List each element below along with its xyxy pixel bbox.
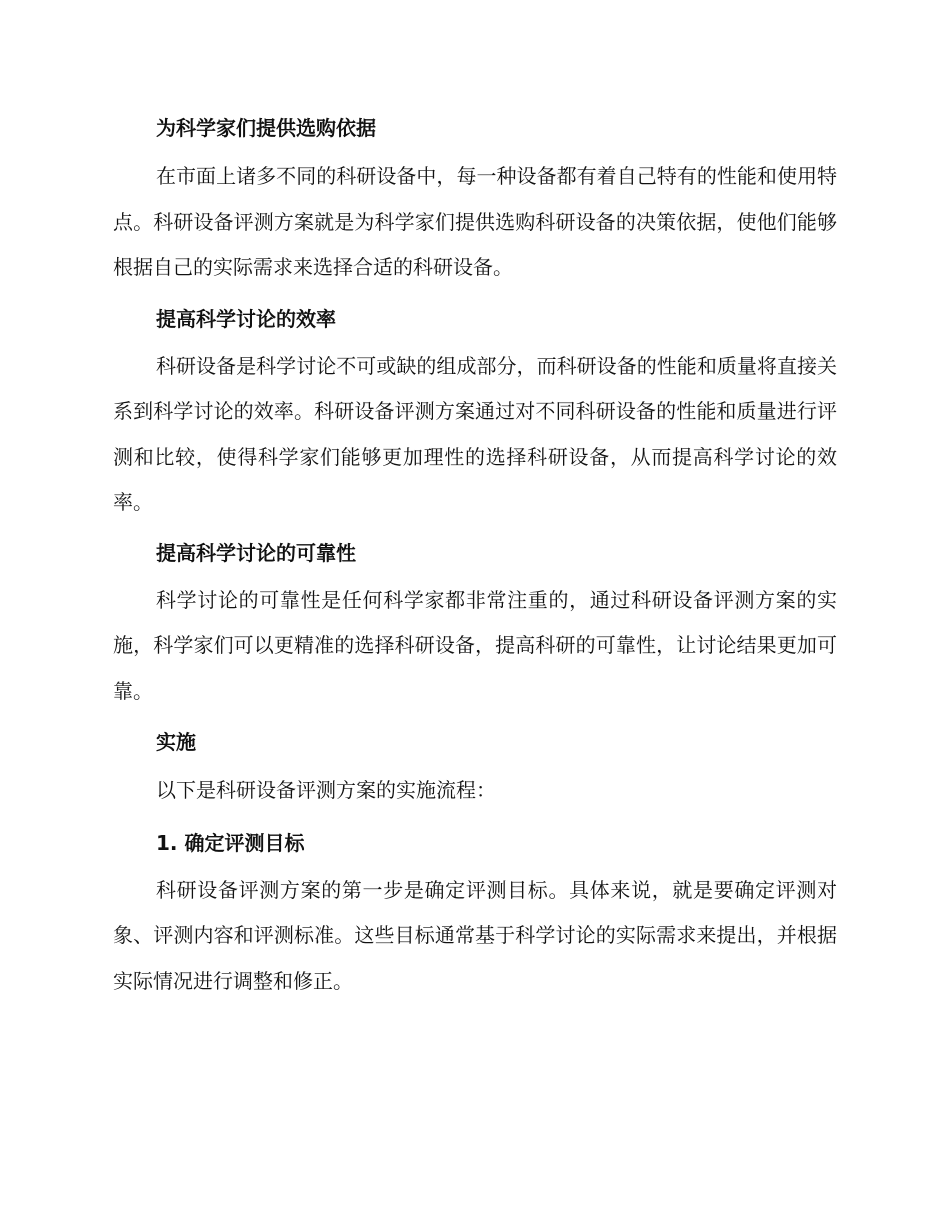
section-heading: 提高科学讨论的效率 — [156, 306, 336, 331]
section-heading: 为科学家们提供选购依据 — [156, 116, 376, 140]
section-heading: 1. 确定评测目标 — [156, 830, 305, 855]
section-paragraph: 科研设备是科学讨论不可或缺的组成部分，而科研设备的性能和质量将直接关系到科学讨论的效率。科研设备评测方案通过对不同科研设备的性能和质量进行评测和比较，使得科学家们能够更加理性的选择科研设备，从而提高科学讨论的效率。 — [113, 353, 837, 514]
section-paragraph: 以下是科研设备评测方案的实施流程： — [156, 778, 496, 802]
section-heading: 提高科学讨论的可靠性 — [156, 540, 356, 565]
section-paragraph: 科学讨论的可靠性是任何科学家都非常注重的，通过科研设备评测方案的实施，科学家们可以更精准的选择科研设备，提高科研的可靠性，让讨论结果更加可靠。 — [113, 587, 837, 703]
section-heading: 实施 — [156, 730, 196, 754]
section-paragraph: 在市面上诸多不同的科研设备中，每一种设备都有着自己特有的性能和使用特点。科研设备评测方案就是为科学家们提供选购科研设备的决策依据，使他们能够根据自己的实际需求来选择合适的科研设备。 — [113, 164, 837, 279]
section-paragraph: 科研设备评测方案的第一步是确定评测目标。具体来说，就是要确定评测对象、评测内容和评测标准。这些目标通常基于科学讨论的实际需求来提出，并根据实际情况进行调整和修正。 — [113, 877, 837, 993]
